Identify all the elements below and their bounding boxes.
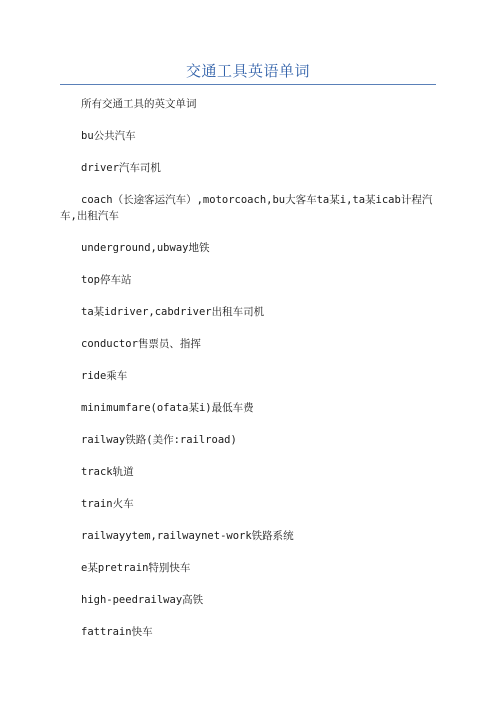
- paragraph-railway: railway铁路(美作:railroad): [81, 434, 237, 446]
- paragraph-intro: 所有交通工具的英文单词: [81, 98, 197, 110]
- title-divider: [60, 84, 436, 85]
- paragraph-fast-train: fattrain快车: [81, 626, 153, 638]
- paragraph-taxi-driver: ta某idriver,cabdriver出租车司机: [81, 306, 265, 318]
- paragraph-coach: coach（长途客运汽车）,motorcoach,bu大客车ta某i,ta某icab计程汽车,出租汽车: [60, 194, 433, 222]
- paragraph-bus: bu公共汽车: [81, 130, 136, 142]
- document-body: [60, 96, 440, 656]
- paragraph-track: track轨道: [81, 466, 134, 478]
- paragraph-stop: top停车站: [81, 274, 132, 286]
- paragraph-train: train火车: [81, 498, 134, 510]
- paragraph-driver: driver汽车司机: [81, 162, 161, 174]
- paragraph-high-speed-railway: high-peedrailway高铁: [81, 594, 204, 606]
- paragraph-ride: ride乘车: [81, 370, 128, 382]
- paragraph-underground: underground,ubway地铁: [81, 242, 210, 254]
- paragraph-conductor: conductor售票员、指挥: [81, 338, 201, 350]
- paragraph-railway-system: railwayytem,railwaynet-work铁路系统: [81, 530, 294, 542]
- paragraph-minimum-fare: minimumfare(ofata某i)最低车费: [81, 402, 254, 414]
- document-title: 交通工具英语单词: [185, 62, 310, 80]
- paragraph-express-train: e某pretrain特别快车: [81, 562, 191, 574]
